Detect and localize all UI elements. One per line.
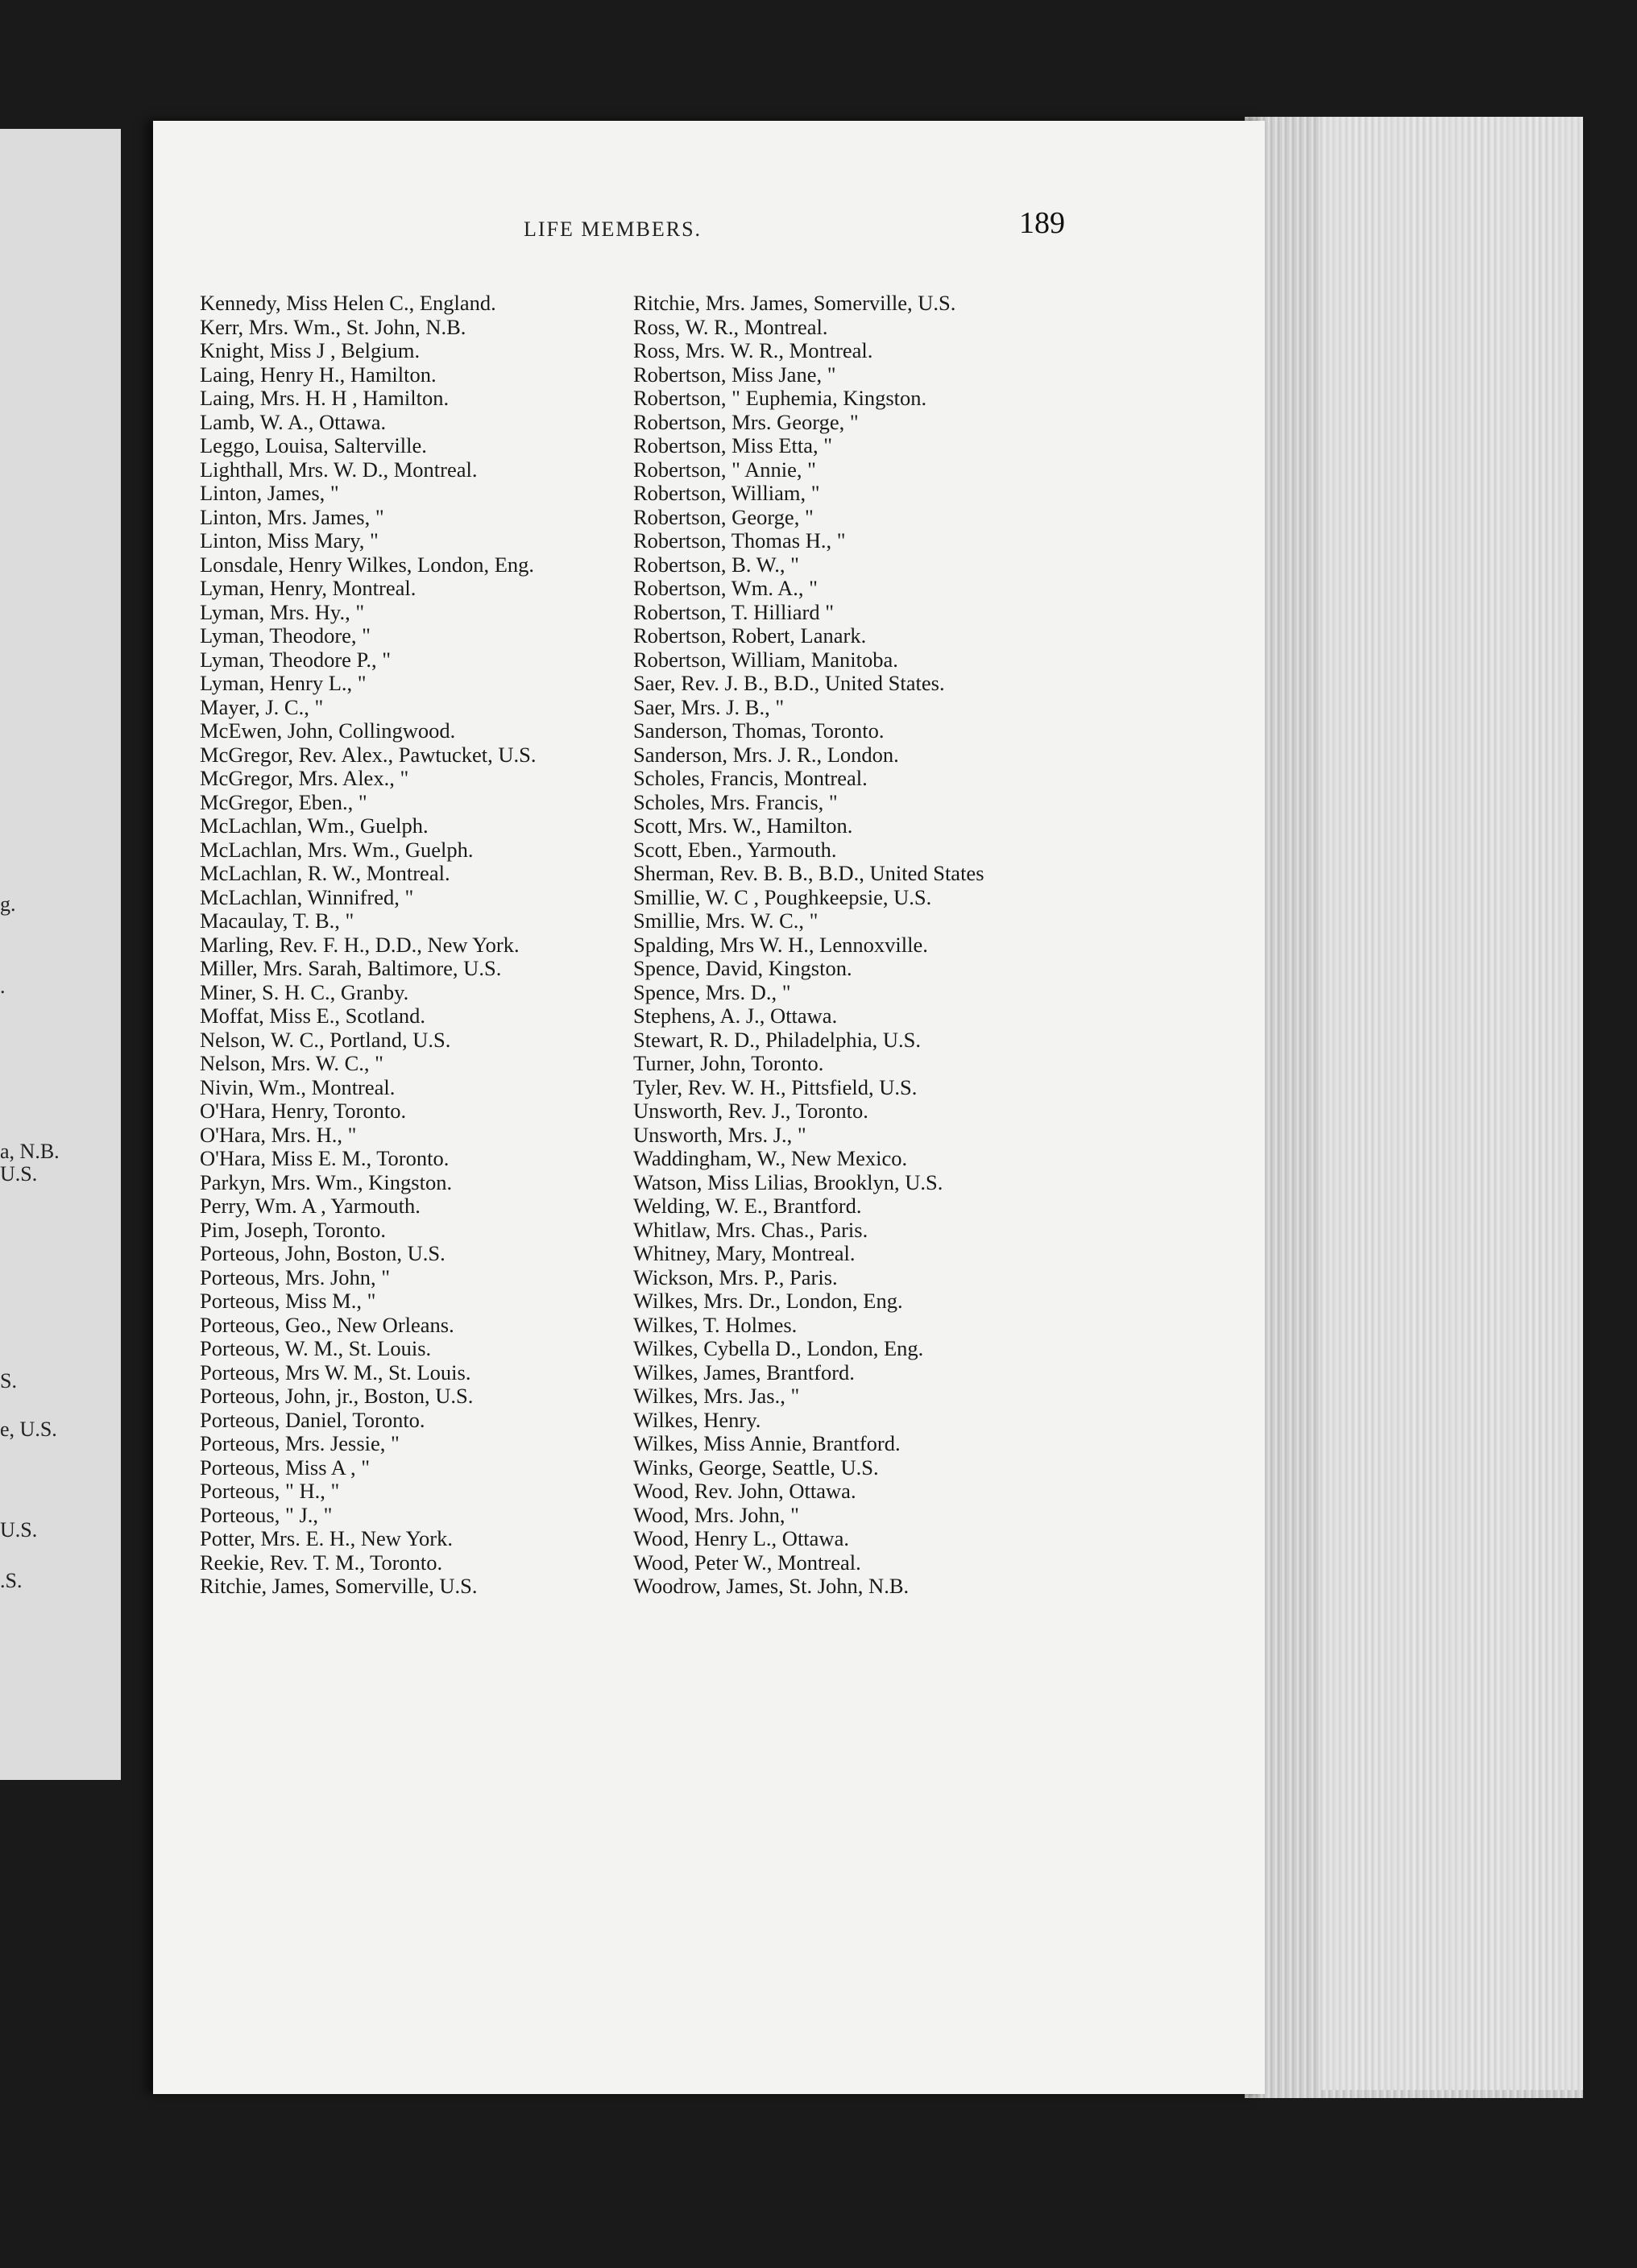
member-entry: McGregor, Eben., "	[200, 789, 367, 814]
member-entry: Porteous, Mrs W. M., St. Louis.	[200, 1360, 471, 1384]
member-entry: Watson, Miss Lilias, Brooklyn, U.S.	[633, 1169, 943, 1194]
member-entry: Porteous, " J., "	[200, 1502, 333, 1527]
member-entry: Leggo, Louisa, Salterville.	[200, 433, 427, 457]
member-entry: Welding, W. E., Brantford.	[633, 1194, 862, 1218]
member-entry: Robertson, Wm. A., "	[633, 576, 818, 600]
member-entry: Lyman, Theodore P., "	[200, 647, 392, 672]
right-column	[633, 292, 1084, 1599]
member-entry: Wickson, Mrs. P., Paris.	[633, 1264, 838, 1289]
member-entry: Mayer, J. C., "	[200, 694, 324, 719]
member-entry: Wilkes, Cybella D., London, Eng.	[633, 1336, 924, 1360]
facing-page-fragment: .S.	[0, 1569, 23, 1592]
member-entry: Unsworth, Mrs. J., "	[633, 1122, 806, 1147]
member-entry: Spence, David, Kingston.	[633, 956, 852, 980]
member-entry: Ross, Mrs. W. R., Montreal.	[633, 338, 873, 362]
member-entry: McGregor, Mrs. Alex., "	[200, 766, 409, 790]
member-entry: Tyler, Rev. W. H., Pittsfield, U.S.	[633, 1074, 918, 1099]
member-entry: Robertson, William, "	[633, 481, 820, 505]
member-entry: Wilkes, Mrs. Jas., "	[633, 1384, 800, 1408]
member-entry: Turner, John, Toronto.	[633, 1051, 824, 1075]
member-entry: Porteous, W. M., St. Louis.	[200, 1336, 432, 1360]
member-entry: Potter, Mrs. E. H., New York.	[200, 1526, 454, 1550]
member-entry: McLachlan, R. W., Montreal.	[200, 861, 450, 885]
member-entry: O'Hara, Mrs. H., "	[200, 1122, 357, 1147]
member-entry: Macaulay, T. B., "	[200, 908, 354, 933]
member-entry: Whitlaw, Mrs. Chas., Paris.	[633, 1217, 868, 1242]
member-entry: McEwen, John, Collingwood.	[200, 718, 456, 743]
member-entry: Unsworth, Rev. J., Toronto.	[633, 1099, 868, 1123]
member-entry: Stewart, R. D., Philadelphia, U.S.	[633, 1027, 921, 1052]
member-entry: Reekie, Rev. T. M., Toronto.	[200, 1550, 443, 1575]
member-entry: Lyman, Henry, Montreal.	[200, 576, 417, 600]
page-number: 189	[1019, 206, 1065, 240]
member-entry: Kerr, Mrs. Wm., St. John, N.B.	[200, 314, 466, 339]
member-entry: Porteous, John, Boston, U.S.	[200, 1241, 446, 1265]
facing-page-fragment: e, U.S.	[0, 1418, 57, 1441]
member-entry: Waddingham, W., New Mexico.	[633, 1146, 908, 1170]
member-entry: Wilkes, Mrs. Dr., London, Eng.	[633, 1289, 903, 1313]
member-entry: McLachlan, Mrs. Wm., Guelph.	[200, 837, 474, 862]
member-entry: Wilkes, Henry.	[633, 1407, 761, 1432]
member-entry: Nelson, W. C., Portland, U.S.	[200, 1027, 451, 1052]
member-entry: Laing, Mrs. H. H , Hamilton.	[200, 386, 450, 410]
member-entry: Robertson, Mrs. George, "	[633, 409, 859, 434]
member-entry: Nivin, Wm., Montreal.	[200, 1074, 396, 1099]
member-entry: Wood, Rev. John, Ottawa.	[633, 1479, 856, 1503]
member-entry: Porteous, Miss A , "	[200, 1455, 371, 1480]
member-entry: Wilkes, James, Brantford.	[633, 1360, 855, 1384]
member-entry: McLachlan, Winnifred, "	[200, 884, 414, 909]
member-entry: Kennedy, Miss Helen C., England.	[200, 291, 496, 315]
member-entry: Ross, W. R., Montreal.	[633, 314, 828, 339]
member-entry: Robertson, Miss Jane, "	[633, 362, 836, 387]
member-entry: Robertson, Miss Etta, "	[633, 433, 833, 457]
member-entry: Knight, Miss J , Belgium.	[200, 338, 421, 362]
member-entry: Parkyn, Mrs. Wm., Kingston.	[200, 1169, 453, 1194]
member-entry: Sanderson, Mrs. J. R., London.	[633, 742, 899, 767]
member-entry: Miner, S. H. C., Granby.	[200, 979, 409, 1004]
member-entry: Sanderson, Thomas, Toronto.	[633, 718, 885, 743]
member-entry: Winks, George, Seattle, U.S.	[633, 1455, 879, 1480]
member-entry: Saer, Rev. J. B., B.D., United States.	[633, 671, 945, 695]
member-entry: McGregor, Rev. Alex., Pawtucket, U.S.	[200, 742, 537, 767]
member-entry: Porteous, Daniel, Toronto.	[200, 1407, 425, 1432]
page-header: LIFE MEMBERS.	[524, 217, 702, 241]
facing-page-fragment: .	[0, 975, 6, 998]
member-entry: Porteous, Mrs. John, "	[200, 1264, 391, 1289]
member-entry: Smillie, W. C , Poughkeepsie, U.S.	[633, 884, 932, 909]
member-entry: Ritchie, James, Somerville, U.S.	[200, 1574, 478, 1598]
member-entry: Porteous, " H., "	[200, 1479, 340, 1503]
member-entry: Pim, Joseph, Toronto.	[200, 1217, 387, 1242]
facing-page-fragment: U.S.	[0, 1162, 38, 1186]
member-entry: Wood, Peter W., Montreal.	[633, 1550, 861, 1575]
member-entry: Marling, Rev. F. H., D.D., New York.	[200, 932, 520, 957]
facing-page-fragment: S.	[0, 1369, 17, 1393]
member-entry: Lighthall, Mrs. W. D., Montreal.	[200, 457, 478, 482]
member-entry: Wilkes, T. Holmes.	[633, 1312, 798, 1337]
facing-page-fragment: g.	[0, 892, 16, 916]
member-entry: Robertson, Robert, Lanark.	[633, 623, 867, 648]
member-entry: O'Hara, Henry, Toronto.	[200, 1099, 407, 1123]
member-entry: Wood, Henry L., Ottawa.	[633, 1526, 849, 1550]
left-column	[200, 292, 651, 1599]
member-entry: Porteous, John, jr., Boston, U.S.	[200, 1384, 474, 1408]
member-entry: Moffat, Miss E., Scotland.	[200, 1004, 425, 1028]
member-entry: Spence, Mrs. D., "	[633, 979, 791, 1004]
member-entry: Lonsdale, Henry Wilkes, London, Eng.	[200, 552, 535, 577]
page-edges-outer	[1321, 117, 1583, 2090]
member-entry: Porteous, Miss M., "	[200, 1289, 376, 1313]
member-entry: Robertson, B. W., "	[633, 552, 799, 577]
member-entry: Saer, Mrs. J. B., "	[633, 694, 785, 719]
member-entry: Scott, Eben., Yarmouth.	[633, 837, 837, 862]
member-entry: McLachlan, Wm., Guelph.	[200, 813, 429, 838]
member-entry: Linton, Mrs. James, "	[200, 504, 384, 529]
member-entry: Robertson, Thomas H., "	[633, 528, 846, 553]
member-entry: Scott, Mrs. W., Hamilton.	[633, 813, 853, 838]
member-entry: Robertson, " Euphemia, Kingston.	[633, 386, 927, 410]
member-entry: Ritchie, Mrs. James, Somerville, U.S.	[633, 291, 956, 315]
member-entry: Smillie, Mrs. W. C., "	[633, 908, 818, 933]
member-entry: Whitney, Mary, Montreal.	[633, 1241, 856, 1265]
member-entry: Spalding, Mrs W. H., Lennoxville.	[633, 932, 928, 957]
member-entry: Lyman, Theodore, "	[200, 623, 371, 648]
member-entry: O'Hara, Miss E. M., Toronto.	[200, 1146, 450, 1170]
member-entry: Sherman, Rev. B. B., B.D., United States	[633, 861, 984, 885]
member-entry: Lamb, W. A., Ottawa.	[200, 409, 387, 434]
member-entry: Woodrow, James, St. John, N.B.	[633, 1574, 910, 1598]
member-entry: Robertson, George, "	[633, 504, 814, 529]
member-entry: Nelson, Mrs. W. C., "	[200, 1051, 383, 1075]
member-entry: Linton, James, "	[200, 481, 339, 505]
member-entry: Lyman, Henry L., "	[200, 671, 367, 695]
member-entry: Perry, Wm. A , Yarmouth.	[200, 1194, 421, 1218]
member-entry: Robertson, " Annie, "	[633, 457, 816, 482]
member-entry: Laing, Henry H., Hamilton.	[200, 362, 437, 387]
member-entry: Wood, Mrs. John, "	[633, 1502, 799, 1527]
member-entry: Porteous, Mrs. Jessie, "	[200, 1431, 400, 1455]
member-entry: Linton, Miss Mary, "	[200, 528, 379, 553]
facing-page-fragment: U.S.	[0, 1518, 38, 1542]
member-entry: Robertson, T. Hilliard "	[633, 599, 835, 624]
member-entry: Stephens, A. J., Ottawa.	[633, 1004, 838, 1028]
member-entry: Robertson, William, Manitoba.	[633, 647, 898, 672]
facing-page-fragment: a, N.B.	[0, 1140, 60, 1163]
member-entry: Scholes, Francis, Montreal.	[633, 766, 868, 790]
member-entry: Scholes, Mrs. Francis, "	[633, 789, 838, 814]
member-entry: Miller, Mrs. Sarah, Baltimore, U.S.	[200, 956, 502, 980]
member-entry: Wilkes, Miss Annie, Brantford.	[633, 1431, 901, 1455]
member-entry: Porteous, Geo., New Orleans.	[200, 1312, 454, 1337]
member-entry: Lyman, Mrs. Hy., "	[200, 599, 365, 624]
